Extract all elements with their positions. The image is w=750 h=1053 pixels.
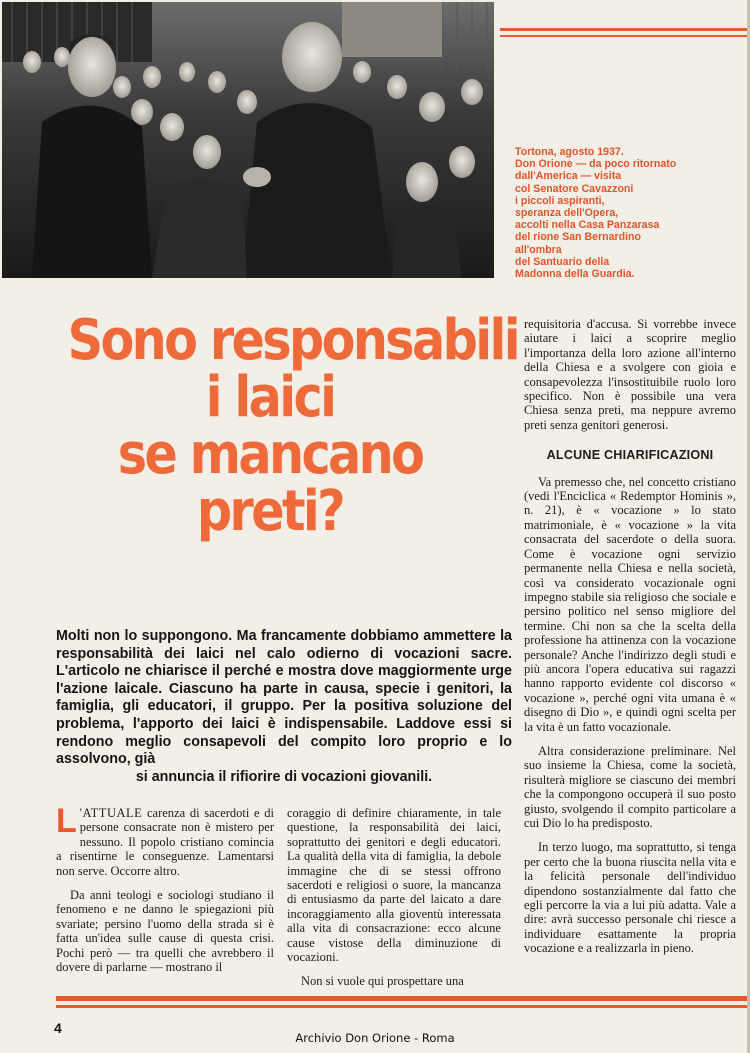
- photo-caption: Tortona, agosto 1937. Don Orione — da poco ritornato dall'America — visita col Senatore Cavazzoni i piccoli aspiranti, speranza dell'Opera, accolti nella Casa Panzarasa del rione San Bernardino all'ombra del Santuario della Madonna della Guardia.: [515, 146, 677, 281]
- caption-top-rule: [500, 28, 748, 37]
- paragraph-7: Altra considerazione preliminare. Nel suo insieme la Chiesa, come la società, risulterà migliore se ciascuno dei membri che la compongono occuperà il suo posto giusto, svolgendo il compito particolare a cui Dio lo ha predisposto.: [524, 743, 736, 830]
- opening-word: 'ATTUALE: [79, 806, 143, 820]
- paragraph-2: Da anni teologi e sociologi studiano il fenomeno e ne danno le spiegazioni più svariate; persino l'uomo della strada si è fatta un'idea sulle cause di questa crisi. Pochi però — tra quelli che avrebbero il dovere di parlarne — mostrano il: [56, 888, 274, 975]
- archive-credit: Archivio Don Orione - Roma: [295, 1031, 455, 1045]
- title-line-2: i laici: [205, 365, 335, 430]
- title-line-3: se mancano: [117, 422, 423, 487]
- paragraph-5: requisitoria d'accusa. Si vorrebbe invece aiutare i laici a scoprire meglio l'importanza della loro azione all'interno della Chiesa e a svolgere con gioia e consapevolezza l'insostituibile ruolo loro specifico. Non è possibile una vera Chiesa senza preti, ma neppure avremo preti senza genitori generosi.: [524, 317, 736, 432]
- column-1: [56, 802, 274, 975]
- column-2: [287, 806, 501, 989]
- title-line-1: Sono responsabili: [67, 308, 518, 373]
- article-title: [67, 308, 518, 544]
- title-line-4: preti?: [196, 479, 344, 544]
- column-3: [524, 317, 736, 956]
- paragraph-3: coraggio di definire chiaramente, in tale questione, la responsabilità dei laici, soprattutto dei genitori e degli educatori. La qualità della vita di famiglia, la debole immagine che di se stessi offrono sacerdoti e religiosi o suore, la mancanza di entusiasmo da parte del laicato a dare incoraggiamento alla gioventù interessata alla vita di consacrazione: ecco alcune cause vistose della diminuzione di vocazioni.: [287, 806, 501, 965]
- photo-image: [2, 2, 494, 278]
- paragraph-opening: [56, 802, 274, 878]
- article-lead: [56, 628, 512, 786]
- opening-text: carenza di sacerdoti e di persone consacrate non è mistero per nessuno. Il popolo cristiano comincia a risentirne le conseguenze. Lamentarsi non serve. Occorre altro.: [56, 806, 274, 878]
- page-number: 4: [54, 1020, 62, 1036]
- lead-last-line: si annuncia il rifiorire di vocazioni giovanili.: [135, 768, 433, 785]
- photo-don-orione-visit: [2, 2, 494, 278]
- dropcap-letter: L: [56, 802, 77, 840]
- paragraph-6: Va premesso che, nel concetto cristiano (vedi l'Enciclica « Redemptor Hominis », n. 21), è « vocazione » lo stato matrimoniale, è « vocazione » la vita consacrata del sacerdote o della suora. Come è vocazione ogni servizio permanente nella Chiesa e nella società, così va considerato vocazionale ogni impegno stabile sia religioso che sociale e persino politico nel senso migliore del termine. Chi non sa che la scelta della professione ha attinenza con la vocazione personale? Anche l'indirizzo degli studi e più ancora l'opera educativa sui ragazzi hanno rapporto evidente col discorso « vocazione », perché ogni vita umana è « disegno di Dio », e quindi ogni scelta per la vita è un fatto vocazionale.: [524, 474, 736, 734]
- paragraph-8: In terzo luogo, ma soprattutto, si tenga per certo che la buona riuscita nella vita e la felicità personale dell'individuo dipendono sostanzialmente dal fatto che egli percorre la via a lui più adatta. Vale a dire: avrà successo personale chi riesce a individuare esattamente la propria vocazione e a realizzarla in pieno.: [524, 840, 736, 956]
- paragraph-4: Non si vuole qui prospettare una: [301, 974, 464, 989]
- footer-rule: [56, 996, 748, 1008]
- section-subheading: ALCUNE CHIARIFICAZIONI: [546, 448, 714, 463]
- lead-body: Molti non lo suppongono. Ma francamente dobbiamo ammettere la responsabilità dei laici nel calo odierno di vocazioni sacre. L'articolo ne chiarisce il perché e mostra dove maggiormente urge l'azione laicale. Ciascuno ha parte in causa, specie i genitori, la famiglia, gli educatori, il gruppo. Per la positiva soluzione del problema, l'apporto dei laici è indispensabile. Laddove essi si rendono meglio consapevoli del compito loro proprio e lo assolvono, già: [56, 628, 512, 768]
